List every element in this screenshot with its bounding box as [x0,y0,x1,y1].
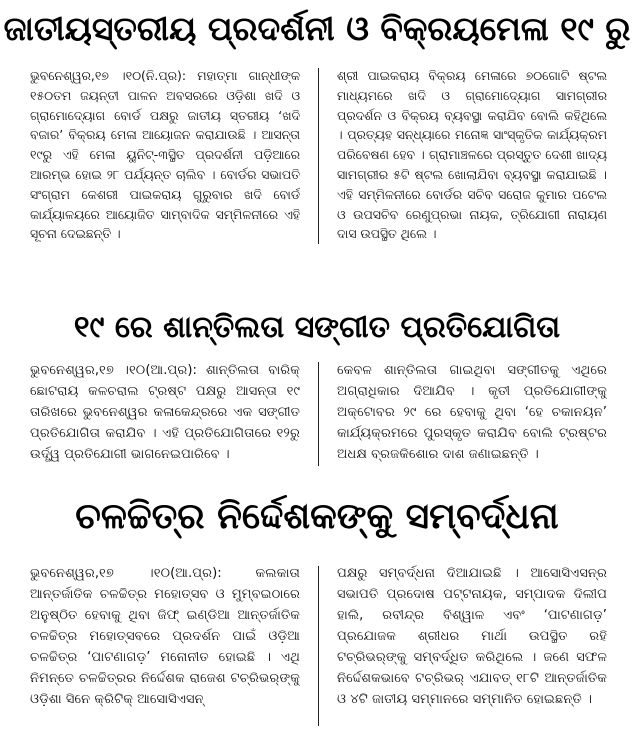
story3-headline: ଚଳଚ୍ଚିତ୍ର ନିର୍ଦ୍ଦେଶକଙ୍କୁ ସମ୍ବର୍ଦ୍ଧନା [75,496,559,537]
story1-headline: ଜାତୀୟସ୍ତରୀୟ ପ୍ରଦର୍ଶନୀ ଓ ବିକ୍ରୟମେଳା ୧୯ ରୁ [3,9,631,48]
story2-column-divider [318,362,319,466]
story1-right-column: ଶ୍ରୀ ପାଇକରାୟ ବିକ୍ରୟ ମେଳାରେ ୭୦ଗୋଟି ଷ୍ଟଲ ମାଧ୍ୟମରେ ଖଦି ଓ ଗ୍ରାମୋଦ୍ୟୋଗ ସାମଗ୍ରୀର ପ୍ରଦର୍ଶନ ଓ ବିକ୍ରୟ ବ୍ୟବସ୍ଥା କରାଯିବ ବୋଲି କହିଥିଲେ । ପ୍ରତ୍ୟହ ସନ୍ଧ୍ୟାରେ ମନୋଜ୍ଞ ସାଂସ୍କୃତିକ କାର୍ଯ୍ୟକ୍ରମ ପରିବେଷଣ ହେବ । ଗ୍ରାମାଞ୍ଚଳରେ ପ୍ରସ୍ତୁତ ଦେଶୀ ଖାଦ୍ୟ ସାମଗ୍ରୀର ୫ଟି ଷ୍ଟଲ ଖୋଲାଯିବା ବ୍ୟବସ୍ଥା କରାଯାଇଛି । ଏହି ସମ୍ମିଳନୀରେ ବୋର୍ଡର ସଚିବ ସରୋଜ କୁମାର ପଟେଲ ଓ ଉପସଚିବ ରେଣୁପ୍ରଭା ନାୟକ, ତ୍ରିଯୋଗୀ ନାରାୟଣ ଦାସ ଉପସ୍ଥିତ ଥିଲେ । [337,68,607,242]
story3-left-column: ଭୁବନେଶ୍ୱର,୧୭ ।୧୦(ଆ.ପ୍ର): କଲକାତା ଆନ୍ତର୍ଜାତିକ ଚଳଚ୍ଚିତ୍ର ମହୋତ୍ସବ ଓ ମୁମ୍ବଇଠାରେ ଅନୁଷ୍ଠିତ ହେବାକୁ ଥିବା ଜିଫ୍ ଇଣ୍ଡିଆ ଆନ୍ତର୍ଜାତିକ ଚଳଚ୍ଚିତ୍ର ମହୋତ୍ସବରେ ପ୍ରଦର୍ଶନ ପାଇଁ ଓଡ଼ିଆ ଚଳଚ୍ଚିତ୍ର ‘ପାଟଣାଗଡ଼’ ମନୋନୀତ ହୋଇଛି । ଏଥି ନିମନ୍ତେ ଚଳଚ୍ଚିତ୍ରର ନିର୍ଦ୍ଦେଶକ ରାଜେଶ ଟଚ୍‌ରିଭର୍‌ଙ୍କୁ ଓଡ଼ିଶା ସିନେ କ୍ରିଟିକ୍ ଆସୋସିଏସନ୍ [30,566,300,707]
story2-headline: ୧୯ ରେ ଶାନ୍ତିଲତା ସଙ୍ଗୀତ ପ୍ରତିଯୋଗିତା [73,310,561,345]
story2-left-column: ଭୁବନେଶ୍ୱର,୧୭ ।୧୦(ଆ.ପ୍ର): ଶାନ୍ତିଲତା ବାରିକ୍ ଛୋଟରାୟ କଳଚରାଲ ଟ୍ରଷ୍ଟ ପକ୍ଷରୁ ଆସନ୍ତା ୧୯ ତାରିଖରେ ଭୁବନେଶ୍ୱର କଳାକେନ୍ଦ୍ରରେ ଏକ ସଙ୍ଗୀତ ପ୍ରତିଯୋଗିତା କରାଯିବ । ଏହି ପ୍ରତିଯୋଗିତାରେ ୧୨ରୁ ଉର୍ଦ୍ଧ୍ୱ ପ୍ରତିଯୋଗୀ ଭାଗନେଇପାରିବେ । [30,363,300,462]
story1-column-divider [318,68,319,244]
story3-column-divider [318,566,319,726]
story2-right-column: କେବଳ ଶାନ୍ତିଲତା ଗାଇଥିବା ସଙ୍ଗୀତକୁ ଏଥିରେ ଅଗ୍ରାଧିକାର ଦିଆଯିବ । କୃତୀ ପ୍ରତିଯୋଗୀଙ୍କୁ ଅକ୍ଟୋବର ୨୯ ରେ ହେବାକୁ ଥିବା ‘ହେ ଚକାନୟନ’ କାର୍ଯ୍ୟକ୍ରମରେ ପୁରସ୍କୃତ କରାଯିବ ବୋଲି ଟ୍ରଷ୍ଟର ଅଧକ୍ଷ ବ୍ରଜକିଶୋର ଦାଶ ଜଣାଇଛନ୍ତି । [337,363,607,462]
story1-left-column: ଭୁବନେଶ୍ୱର,୧୭ ।୧୦(ନି.ପ୍ର): ମହାତ୍ମା ଗାନ୍ଧୀଙ୍କ ୧୫୦ତମ ଜୟନ୍ତୀ ପାଳନ ଅବସରରେ ଓଡ଼ିଶା ଖଦି ଓ ଗ୍ରାମୋଦ୍ୟୋଗ ବୋର୍ଡ ପକ୍ଷରୁ ଜାତୀୟ ସ୍ତରୀୟ ‘ଖଦି ବଜାର’ ବିକ୍ରୟ ମେଳା ଆୟୋଜନ କରାଯାଉଛି । ଆସନ୍ତା ୧୯ରୁ ଏହି ମେଳା ୟୁନିଟ୍-୩ସ୍ଥିତ ପ୍ରଦର୍ଶନୀ ପଡ଼ିଆରେ ଆରମ୍ଭ ହୋଇ ୨୮ ପର୍ଯ୍ୟନ୍ତ ଚାଲିବ । ବୋର୍ଡର ସଭାପତି ସଂଗ୍ରାମ କେଶରୀ ପାଇକରାୟ ଗୁରୁବାର ଖଦି ବୋର୍ଡ କାର୍ଯ୍ୟାଳୟରେ ଆୟୋଜିତ ସାମ୍ବାଦିକ ସମ୍ମିଳନୀରେ ଏହି ସୂଚନା ଦେଇଛନ୍ତି । [30,68,300,242]
story3-right-column: ପକ୍ଷରୁ ସମ୍ବର୍ଦ୍ଧନା ଦିଆଯାଇଛି । ଆସୋସିଏସନ୍‌ର ସଭାପତି ପ୍ରଦୋଷ ପଟ୍ଟନାୟକ, ସମ୍ପାଦକ ଦିଲୀପ ହାଲି, ରବୀନ୍ଦ୍ର ବିଶ୍ୱାଳ ଏବଂ ‘ପାଟଣାଗଡ଼’ ପ୍ରଯୋଜକ ଶ୍ରୀଧର ମାର୍ଥା ଉପସ୍ଥିତ ରହି ଟଚ୍‌ରିଭର୍‌ଙ୍କୁ ସମ୍ବର୍ଦ୍ଧିତ କରିଥିଲେ । ଜଣେ ସଫଳ ନିର୍ଦ୍ଦେଶକଭାବେ ଟଚ୍‌ରିଭର୍ ଏଯାବତ୍ ୧୮ଟି ଆନ୍ତର୍ଜାତିକ ଓ ୪ଟି ଜାତୀୟ ସମ୍ମାନରେ ସମ୍ମାନିତ ହୋଇଛନ୍ତି । [337,566,607,707]
